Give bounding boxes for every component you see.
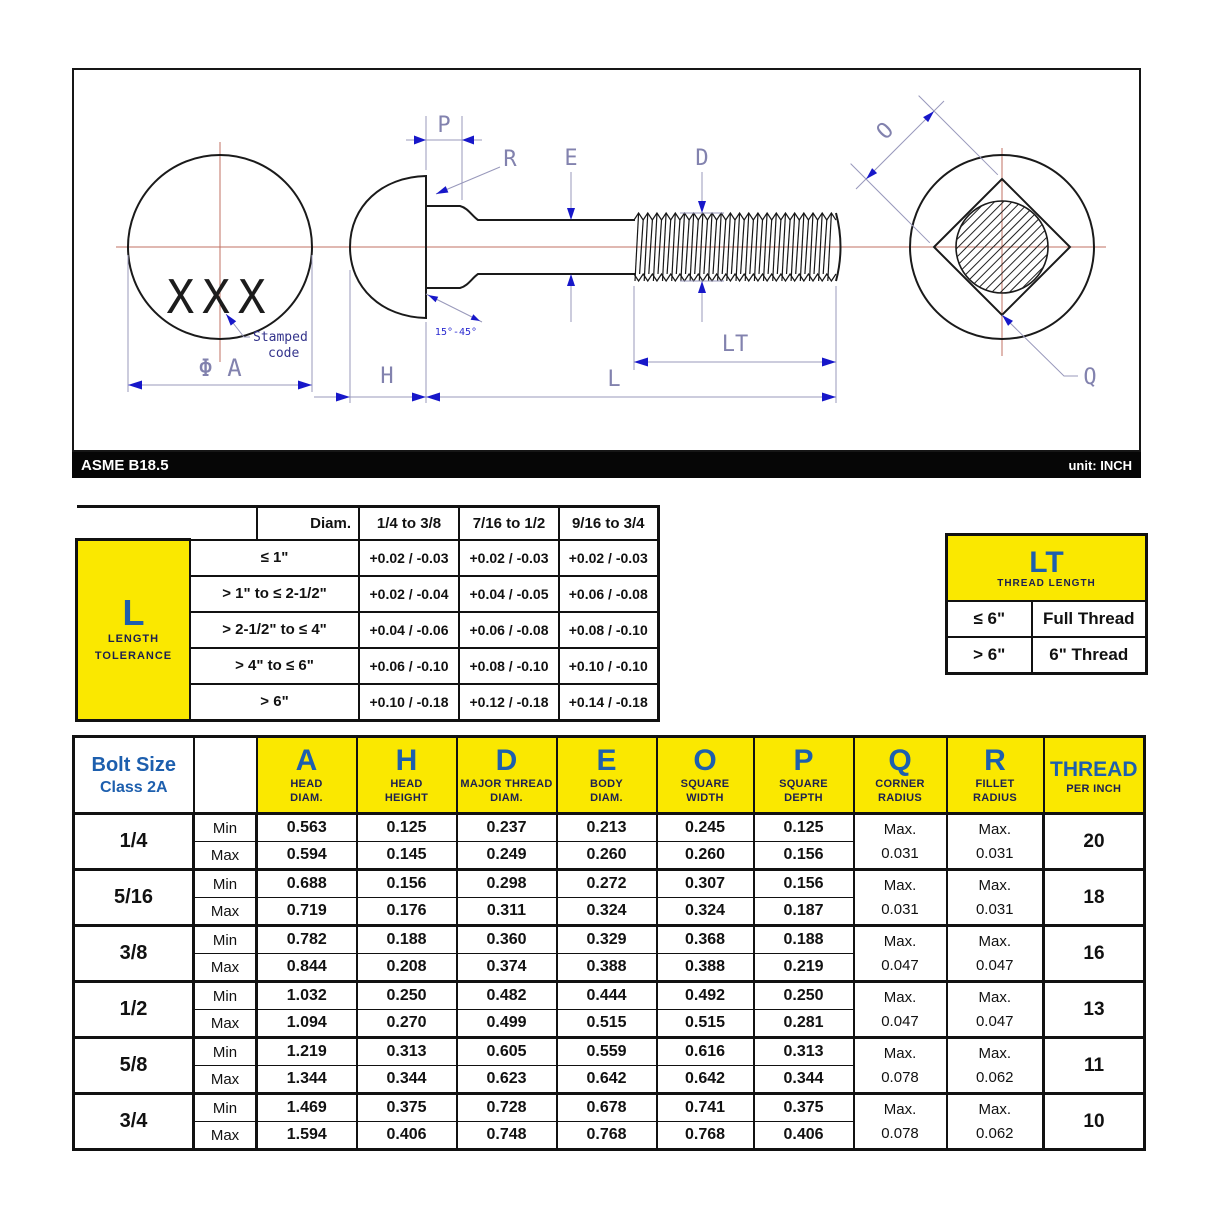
tolerance-value: +0.06 / -0.10	[359, 648, 459, 684]
fillet-radius-cell: Max. 0.031	[947, 870, 1044, 926]
value-cell: 0.125	[754, 814, 854, 842]
value-cell: 0.492	[657, 982, 754, 1010]
value-cell: 0.375	[754, 1094, 854, 1122]
max-label: Max	[194, 1122, 257, 1150]
tolerance-value: +0.02 / -0.03	[359, 540, 459, 576]
dim-label-r: R	[503, 147, 517, 172]
corner-radius-cell: Max. 0.031	[854, 870, 947, 926]
col-header-A: A HEAD DIAM.	[257, 737, 357, 814]
value-cell: 0.260	[657, 842, 754, 870]
col-header-O: O SQUARE WIDTH	[657, 737, 754, 814]
length-tolerance-label: L LENGTH TOLERANCE	[77, 540, 191, 721]
corner-radius-cell: Max. 0.031	[854, 814, 947, 870]
dim-label-o: O	[871, 117, 899, 145]
carriage-bolt-drawing	[74, 70, 1139, 450]
svg-text:code: code	[268, 346, 300, 361]
value-cell: 1.094	[257, 1010, 357, 1038]
value-cell: 0.768	[657, 1122, 754, 1150]
value-cell: 0.250	[754, 982, 854, 1010]
tol-diam-header: 1/4 to 3/8	[359, 507, 459, 540]
value-cell: 0.324	[657, 898, 754, 926]
fillet-radius-cell: Max. 0.062	[947, 1038, 1044, 1094]
value-cell: 0.281	[754, 1010, 854, 1038]
col-header-P: P SQUARE DEPTH	[754, 737, 854, 814]
value-cell: 0.741	[657, 1094, 754, 1122]
value-cell: 0.368	[657, 926, 754, 954]
table-header-row	[74, 737, 1145, 814]
dim-label-l: L	[607, 367, 621, 392]
standard-bar	[72, 452, 1141, 478]
tol-diam-header: 9/16 to 3/4	[559, 507, 658, 540]
tol-diam-header: 7/16 to 1/2	[459, 507, 559, 540]
tolerance-value: +0.10 / -0.18	[359, 684, 459, 721]
tol-corner-header: Diam.	[257, 507, 359, 540]
corner-radius-cell: Max. 0.078	[854, 1038, 947, 1094]
value-cell: 0.188	[754, 926, 854, 954]
dim-label-d: D	[695, 146, 709, 171]
value-cell: 0.748	[457, 1122, 557, 1150]
value-cell: 0.237	[457, 814, 557, 842]
bolt-size-header: Bolt Size Class 2A	[74, 737, 194, 814]
fillet-radius-cell: Max. 0.047	[947, 982, 1044, 1038]
value-cell: 0.844	[257, 954, 357, 982]
length-range: > 6"	[190, 684, 359, 721]
min-label: Min	[194, 1038, 257, 1066]
value-cell: 0.768	[557, 1122, 657, 1150]
bolt-size: 1/4	[74, 814, 194, 870]
value-cell: 0.156	[754, 870, 854, 898]
value-cell: 0.406	[357, 1122, 457, 1150]
length-range: > 2-1/2" to ≤ 4"	[190, 612, 359, 648]
centerlines	[116, 142, 1106, 362]
svg-text:Stamped: Stamped	[253, 330, 308, 345]
value-cell: 0.249	[457, 842, 557, 870]
value-cell: 0.344	[357, 1066, 457, 1094]
bolt-size: 1/2	[74, 982, 194, 1038]
lt-value: 6" Thread	[1032, 637, 1147, 674]
value-cell: 0.388	[557, 954, 657, 982]
corner-radius-cell: Max. 0.047	[854, 982, 947, 1038]
value-cell: 0.388	[657, 954, 754, 982]
thread-length-header: LT THREAD LENGTH	[947, 535, 1147, 602]
value-cell: 0.623	[457, 1066, 557, 1094]
value-cell: 0.313	[754, 1038, 854, 1066]
value-cell: 0.360	[457, 926, 557, 954]
value-cell: 0.482	[457, 982, 557, 1010]
value-cell: 1.469	[257, 1094, 357, 1122]
tolerance-value: +0.02 / -0.03	[459, 540, 559, 576]
tpi-cell: 16	[1044, 926, 1145, 982]
table-row	[74, 1038, 1145, 1066]
value-cell: 0.344	[754, 1066, 854, 1094]
value-cell: 0.324	[557, 898, 657, 926]
lt-condition: ≤ 6"	[947, 601, 1032, 637]
value-cell: 0.688	[257, 870, 357, 898]
value-cell: 0.678	[557, 1094, 657, 1122]
tolerance-value: +0.04 / -0.06	[359, 612, 459, 648]
tolerance-value: +0.06 / -0.08	[559, 576, 658, 612]
length-range: > 1" to ≤ 2-1/2"	[190, 576, 359, 612]
length-range: > 4" to ≤ 6"	[190, 648, 359, 684]
fillet-radius-cell: Max. 0.062	[947, 1094, 1044, 1150]
value-cell: 0.642	[657, 1066, 754, 1094]
value-cell: 0.642	[557, 1066, 657, 1094]
table-row	[74, 814, 1145, 842]
dim-label-phia: Φ A	[198, 354, 242, 382]
stamped-code-note	[253, 330, 308, 361]
col-header-D: D MAJOR THREAD DIAM.	[457, 737, 557, 814]
col-header-R: R FILLET RADIUS	[947, 737, 1044, 814]
fillet-radius-cell: Max. 0.031	[947, 814, 1044, 870]
tolerance-value: +0.02 / -0.03	[559, 540, 658, 576]
value-cell: 0.188	[357, 926, 457, 954]
drawing-panel	[72, 68, 1141, 452]
table-row	[74, 926, 1145, 954]
value-cell: 1.219	[257, 1038, 357, 1066]
max-label: Max	[194, 842, 257, 870]
tpi-cell: 13	[1044, 982, 1145, 1038]
dimension-table	[72, 735, 1146, 1151]
value-cell: 0.208	[357, 954, 457, 982]
lt-value: Full Thread	[1032, 601, 1147, 637]
value-cell: 1.032	[257, 982, 357, 1010]
unit-label: unit: INCH	[1068, 457, 1132, 473]
bolt-size: 5/8	[74, 1038, 194, 1094]
table-row	[74, 1094, 1145, 1122]
col-header-H: H HEAD HEIGHT	[357, 737, 457, 814]
dim-label-p: P	[437, 113, 451, 138]
value-cell: 0.313	[357, 1038, 457, 1066]
value-cell: 0.187	[754, 898, 854, 926]
value-cell: 0.176	[357, 898, 457, 926]
value-cell: 0.594	[257, 842, 357, 870]
angle-note: 15°-45°	[434, 327, 478, 338]
value-cell: 0.616	[657, 1038, 754, 1066]
value-cell: 0.374	[457, 954, 557, 982]
col-header-E: E BODY DIAM.	[557, 737, 657, 814]
tolerance-value: +0.06 / -0.08	[459, 612, 559, 648]
spacer	[77, 507, 258, 540]
value-cell: 0.245	[657, 814, 754, 842]
value-cell: 0.272	[557, 870, 657, 898]
value-cell: 0.125	[357, 814, 457, 842]
table-row	[74, 982, 1145, 1010]
value-cell: 0.563	[257, 814, 357, 842]
fillet-radius-cell: Max. 0.047	[947, 926, 1044, 982]
value-cell: 1.594	[257, 1122, 357, 1150]
dim-label-q: Q	[1083, 365, 1097, 390]
dim-label-e: E	[564, 146, 578, 171]
tolerance-value: +0.14 / -0.18	[559, 684, 658, 721]
value-cell: 0.260	[557, 842, 657, 870]
col-header-thread: THREAD PER INCH	[1044, 737, 1145, 814]
bolt-size: 5/16	[74, 870, 194, 926]
tolerance-value: +0.12 / -0.18	[459, 684, 559, 721]
value-cell: 0.515	[557, 1010, 657, 1038]
value-cell: 0.145	[357, 842, 457, 870]
value-cell: 0.406	[754, 1122, 854, 1150]
tolerance-value: +0.04 / -0.05	[459, 576, 559, 612]
value-cell: 1.344	[257, 1066, 357, 1094]
value-cell: 0.307	[657, 870, 754, 898]
max-label: Max	[194, 954, 257, 982]
value-cell: 0.719	[257, 898, 357, 926]
min-label: Min	[194, 1094, 257, 1122]
value-cell: 0.728	[457, 1094, 557, 1122]
corner-radius-cell: Max. 0.047	[854, 926, 947, 982]
value-cell: 0.329	[557, 926, 657, 954]
tpi-cell: 11	[1044, 1038, 1145, 1094]
table-row	[74, 870, 1145, 898]
lt-condition: > 6"	[947, 637, 1032, 674]
col-header-Q: Q CORNER RADIUS	[854, 737, 947, 814]
tolerance-value: +0.02 / -0.04	[359, 576, 459, 612]
tpi-cell: 18	[1044, 870, 1145, 926]
corner-radius-cell: Max. 0.078	[854, 1094, 947, 1150]
tpi-cell: 20	[1044, 814, 1145, 870]
minmax-header	[194, 737, 257, 814]
max-label: Max	[194, 1010, 257, 1038]
value-cell: 0.375	[357, 1094, 457, 1122]
max-label: Max	[194, 1066, 257, 1094]
value-cell: 0.213	[557, 814, 657, 842]
thread-length-table	[945, 533, 1148, 675]
neck-top-edge	[426, 206, 635, 220]
length-range: ≤ 1"	[190, 540, 359, 576]
value-cell: 0.782	[257, 926, 357, 954]
value-cell: 0.156	[357, 870, 457, 898]
neck-bottom-edge	[426, 274, 635, 288]
dim-label-lt: LT	[721, 332, 749, 357]
value-cell: 0.311	[457, 898, 557, 926]
min-label: Min	[194, 870, 257, 898]
value-cell: 0.298	[457, 870, 557, 898]
value-cell: 0.270	[357, 1010, 457, 1038]
value-cell: 0.219	[754, 954, 854, 982]
value-cell: 0.250	[357, 982, 457, 1010]
value-cell: 0.605	[457, 1038, 557, 1066]
tolerance-value: +0.08 / -0.10	[459, 648, 559, 684]
value-cell: 0.444	[557, 982, 657, 1010]
tolerance-value: +0.08 / -0.10	[559, 612, 658, 648]
min-label: Min	[194, 814, 257, 842]
min-label: Min	[194, 982, 257, 1010]
length-tolerance-table	[75, 505, 660, 722]
bolt-size: 3/4	[74, 1094, 194, 1150]
stamp-xxx: XXX	[166, 270, 274, 324]
tpi-cell: 10	[1044, 1094, 1145, 1150]
value-cell: 0.156	[754, 842, 854, 870]
value-cell: 0.499	[457, 1010, 557, 1038]
bolt-size: 3/8	[74, 926, 194, 982]
tolerance-value: +0.10 / -0.10	[559, 648, 658, 684]
min-label: Min	[194, 926, 257, 954]
max-label: Max	[194, 898, 257, 926]
value-cell: 0.515	[657, 1010, 754, 1038]
dim-label-h: H	[380, 364, 394, 389]
value-cell: 0.559	[557, 1038, 657, 1066]
standard-label: ASME B18.5	[81, 456, 169, 474]
